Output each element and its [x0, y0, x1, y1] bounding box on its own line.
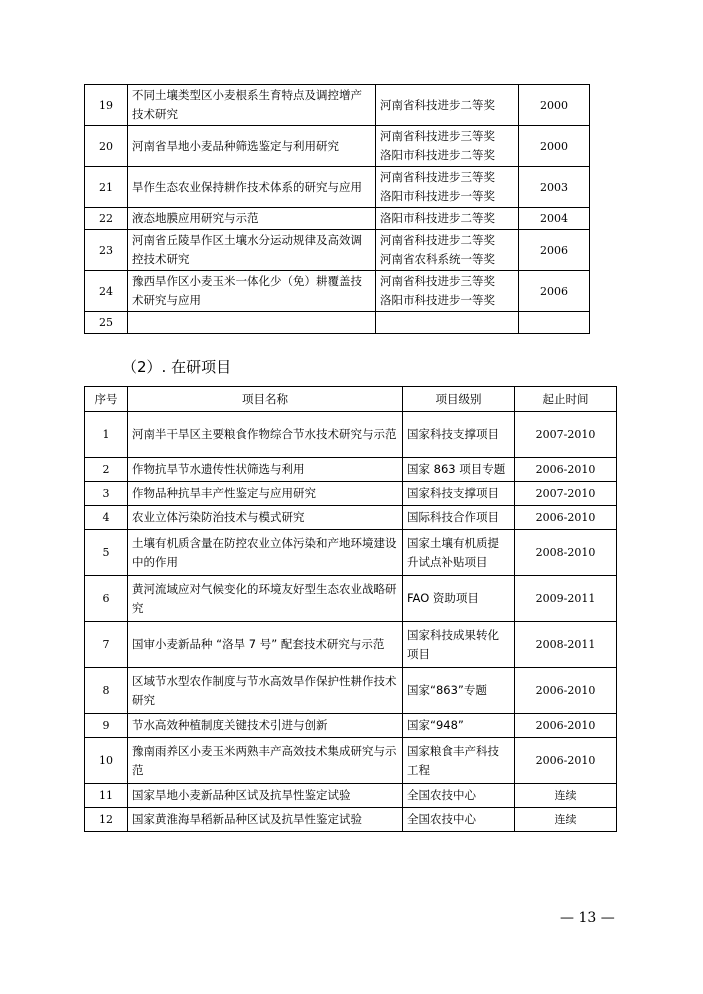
award-level: 河南省科技进步三等奖 洛阳市科技进步一等奖 — [376, 271, 519, 312]
award-year: 2004 — [519, 208, 590, 230]
page-number: — 13 — — [560, 910, 615, 926]
row-number: 8 — [85, 668, 128, 714]
project-period: 2006-2010 — [515, 506, 617, 530]
project-period: 2007-2010 — [515, 412, 617, 458]
achievement-name: 河南省旱地小麦品种筛选鉴定与利用研究 — [128, 126, 376, 167]
table-row — [85, 530, 617, 576]
achievement-name: 旱作生态农业保持耕作技术体系的研究与应用 — [128, 167, 376, 208]
award-level: 河南省科技进步二等奖 河南省农科系统一等奖 — [376, 230, 519, 271]
project-name: 国家黄淮海旱稻新品种区试及抗旱性鉴定试验 — [128, 808, 403, 832]
project-period: 2007-2010 — [515, 482, 617, 506]
table-row — [85, 167, 590, 208]
table-row — [85, 271, 590, 312]
project-level: 全国农技中心 — [403, 808, 515, 832]
header-level: 项目级别 — [403, 387, 515, 412]
project-level: 国家“863”专题 — [403, 668, 515, 714]
row-number: 21 — [85, 167, 128, 208]
header-period: 起止时间 — [515, 387, 617, 412]
row-number: 23 — [85, 230, 128, 271]
project-period: 2006-2010 — [515, 738, 617, 784]
ongoing-projects-table — [84, 386, 617, 832]
row-number: 6 — [85, 576, 128, 622]
award-year: 2006 — [519, 271, 590, 312]
project-level: 国家粮食丰产科技工程 — [403, 738, 515, 784]
table-row — [85, 668, 617, 714]
row-number: 22 — [85, 208, 128, 230]
row-number: 11 — [85, 784, 128, 808]
award-level — [376, 312, 519, 334]
header-name: 项目名称 — [128, 387, 403, 412]
achievement-name: 豫西旱作区小麦玉米一体化少（免）耕覆盖技术研究与应用 — [128, 271, 376, 312]
table-row — [85, 208, 590, 230]
table-row — [85, 784, 617, 808]
award-level: 河南省科技进步三等奖 洛阳市科技进步二等奖 — [376, 126, 519, 167]
row-number: 1 — [85, 412, 128, 458]
project-period: 2006-2010 — [515, 458, 617, 482]
project-name: 农业立体污染防治技术与模式研究 — [128, 506, 403, 530]
award-year: 2000 — [519, 85, 590, 126]
project-name: 黄河流域应对气候变化的环境友好型生态农业战略研究 — [128, 576, 403, 622]
table-header-row — [85, 387, 617, 412]
row-number: 5 — [85, 530, 128, 576]
row-number: 9 — [85, 714, 128, 738]
achievement-name: 河南省丘陵旱作区土壤水分运动规律及高效调控技术研究 — [128, 230, 376, 271]
project-level: 国际科技合作项目 — [403, 506, 515, 530]
project-level: 国家科技成果转化项目 — [403, 622, 515, 668]
project-period: 2006-2010 — [515, 714, 617, 738]
awards-table — [84, 84, 590, 334]
project-name: 国家旱地小麦新品种区试及抗旱性鉴定试验 — [128, 784, 403, 808]
table-row — [85, 576, 617, 622]
award-level: 河南省科技进步二等奖 — [376, 85, 519, 126]
table-row — [85, 738, 617, 784]
row-number: 19 — [85, 85, 128, 126]
award-year: 2003 — [519, 167, 590, 208]
header-no: 序号 — [85, 387, 128, 412]
row-number: 20 — [85, 126, 128, 167]
row-number: 4 — [85, 506, 128, 530]
project-level: FAO 资助项目 — [403, 576, 515, 622]
table-row — [85, 506, 617, 530]
row-number: 2 — [85, 458, 128, 482]
row-number: 24 — [85, 271, 128, 312]
project-period: 2006-2010 — [515, 668, 617, 714]
table-row — [85, 458, 617, 482]
table-row — [85, 412, 617, 458]
award-year: 2000 — [519, 126, 590, 167]
table-row — [85, 482, 617, 506]
table-row — [85, 312, 590, 334]
row-number: 3 — [85, 482, 128, 506]
project-name: 土壤有机质含量在防控农业立体污染和产地环境建设中的作用 — [128, 530, 403, 576]
award-year — [519, 312, 590, 334]
table-row — [85, 808, 617, 832]
project-period: 2009-2011 — [515, 576, 617, 622]
table-row — [85, 230, 590, 271]
table-row — [85, 126, 590, 167]
project-level: 国家科技支撑项目 — [403, 412, 515, 458]
project-name: 作物抗旱节水遗传性状筛选与利用 — [128, 458, 403, 482]
project-name: 国审小麦新品种 “洛旱 7 号” 配套技术研究与示范 — [128, 622, 403, 668]
project-name: 区域节水型农作制度与节水高效旱作保护性耕作技术研究 — [128, 668, 403, 714]
project-level: 国家 863 项目专题 — [403, 458, 515, 482]
project-level: 全国农技中心 — [403, 784, 515, 808]
award-level: 洛阳市科技进步二等奖 — [376, 208, 519, 230]
award-year: 2006 — [519, 230, 590, 271]
row-number: 7 — [85, 622, 128, 668]
table-row — [85, 714, 617, 738]
project-level: 国家科技支撑项目 — [403, 482, 515, 506]
award-level: 河南省科技进步三等奖 洛阳市科技进步一等奖 — [376, 167, 519, 208]
project-name: 豫南雨养区小麦玉米两熟丰产高效技术集成研究与示范 — [128, 738, 403, 784]
project-period: 2008-2010 — [515, 530, 617, 576]
achievement-name: 液态地膜应用研究与示范 — [128, 208, 376, 230]
row-number: 25 — [85, 312, 128, 334]
achievement-name: 不同土壤类型区小麦根系生育特点及调控增产技术研究 — [128, 85, 376, 126]
project-period: 连续 — [515, 808, 617, 832]
achievement-name — [128, 312, 376, 334]
table-row — [85, 85, 590, 126]
project-level: 国家“948” — [403, 714, 515, 738]
project-period: 连续 — [515, 784, 617, 808]
project-period: 2008-2011 — [515, 622, 617, 668]
project-level: 国家土壤有机质提升试点补贴项目 — [403, 530, 515, 576]
table-row — [85, 622, 617, 668]
row-number: 12 — [85, 808, 128, 832]
project-name: 作物品种抗旱丰产性鉴定与应用研究 — [128, 482, 403, 506]
row-number: 10 — [85, 738, 128, 784]
project-name: 节水高效种植制度关键技术引进与创新 — [128, 714, 403, 738]
section-heading: （2）. 在研项目 — [122, 358, 232, 376]
project-name: 河南半干旱区主要粮食作物综合节水技术研究与示范 — [128, 412, 403, 458]
